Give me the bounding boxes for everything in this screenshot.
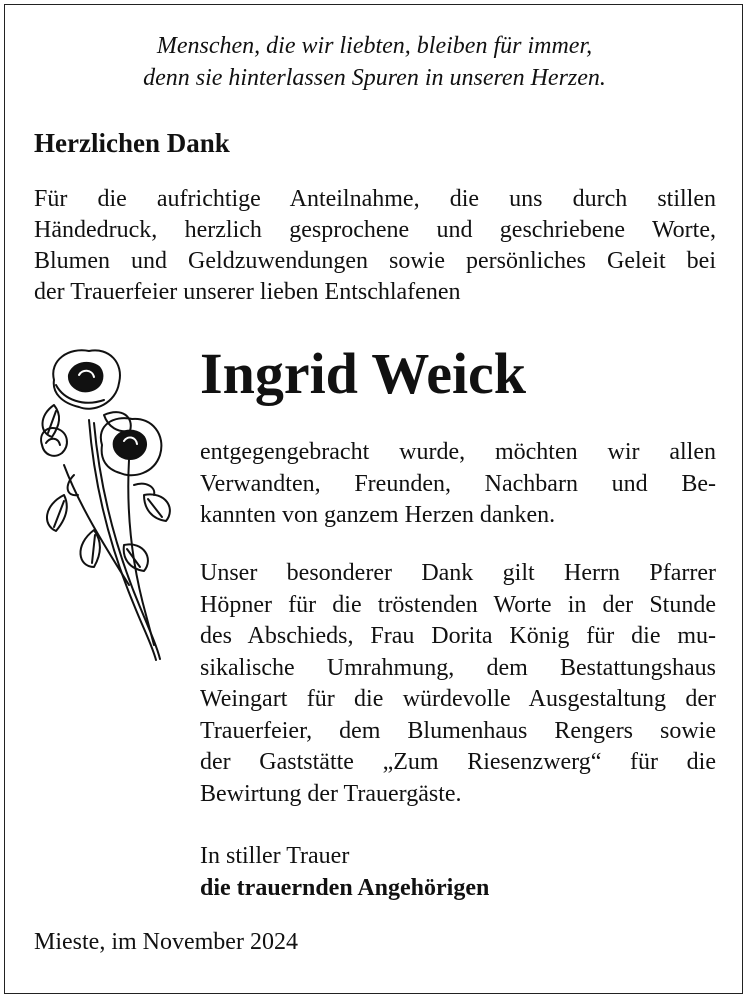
paragraph-line: Trauerfeier, dem Blumenhaus Rengers sowie: [200, 717, 716, 744]
intro-paragraph: [34, 184, 716, 308]
rose-icon: [34, 345, 184, 665]
thanks-paragraph: [200, 437, 716, 532]
motto-line-1: Menschen, die wir liebten, bleiben für immer,: [156, 33, 593, 59]
special-thanks-paragraph: [200, 558, 716, 810]
heading: Herzlichen Dank: [34, 128, 230, 158]
paragraph-line: Unser besonderer Dank gilt Herrn Pfarrer: [200, 560, 716, 586]
paragraph-line: Weingart für die würdevolle Ausgestaltung der: [200, 686, 716, 712]
intro-line: der Trauerfeier unserer lieben Entschlafenen: [34, 279, 461, 305]
motto: [0, 30, 749, 94]
intro-line: Für die aufrichtige Anteilnahme, die uns durch stillen: [34, 186, 716, 212]
paragraph-line: Höpner für die tröstenden Worte in der Stunde: [200, 591, 716, 618]
paragraph-line: sikalische Umrahmung, dem Bestattungshaus: [200, 654, 716, 681]
intro-line: Händedruck, herzlich gesprochene und geschriebene Worte,: [34, 217, 716, 243]
paragraph-line: des Abschieds, Frau Dorita König für die mu-: [200, 623, 716, 649]
motto-line-2: denn sie hinterlassen Spuren in unseren Herzen.: [143, 65, 606, 91]
paragraph-line: der Gaststätte „Zum Riesenzwerg“ für die: [200, 749, 716, 775]
paragraph-line: kannten von ganzem Herzen danken.: [200, 502, 556, 528]
paragraph-line: Verwandten, Freunden, Nachbarn und Be-: [200, 470, 716, 497]
paragraph-line: Bewirtung der Trauergäste.: [200, 780, 462, 807]
intro-line: Blumen und Geldzuwendungen sowie persönliches Geleit bei: [34, 248, 716, 274]
deceased-name: Ingrid Weick: [200, 341, 527, 406]
paragraph-line: entgegengebracht wurde, möchten wir allen: [200, 439, 716, 465]
place-date: Mieste, im November 2024: [34, 929, 298, 955]
closing-line: In stiller Trauer: [200, 843, 350, 869]
signature-line: die trauernden Angehörigen: [200, 875, 490, 901]
